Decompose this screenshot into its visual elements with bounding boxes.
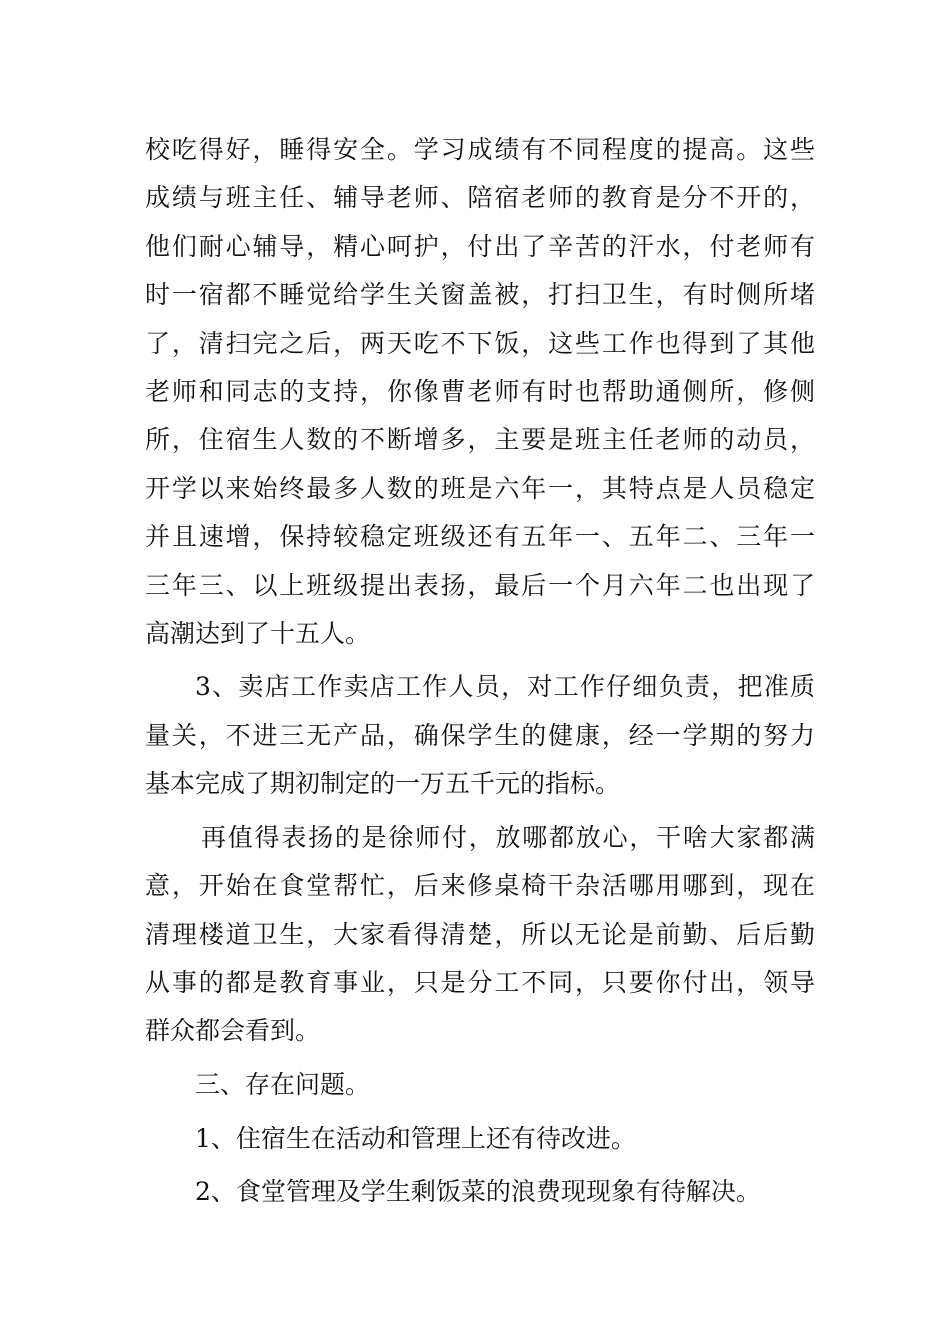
section-heading: 三、存在问题。 (195, 1069, 371, 1099)
list-item (145, 1115, 815, 1163)
text-line: 三年三、以上班级提出表扬，最后一个月六年二也出现了 (145, 570, 815, 600)
text-line: 再值得表扬的是徐师付，放哪都放心，干啥大家都满 (201, 822, 815, 852)
text-line: 老师和同志的支持，你像曹老师有时也帮助通侧所，修侧 (145, 376, 815, 406)
text-line: 从事的都是教育事业，只是分工不同，只要你付出，领导 (145, 968, 815, 998)
text-line: 1、住宿生在活动和管理上还有待改进。 (195, 1123, 636, 1153)
text-line: 3、卖店工作卖店工作人员，对工作仔细负责，把准质 (195, 672, 815, 702)
list-item (145, 1168, 815, 1216)
text-line: 基本完成了期初制定的一万五千元的指标。 (145, 769, 621, 799)
text-line: 2、食堂管理及学生剩饭菜的浪费现现象有待解决。 (195, 1177, 761, 1207)
section-heading-problems (145, 1061, 815, 1109)
text-line: 所，住宿生人数的不断增多，主要是班主任老师的动员， (145, 425, 815, 455)
text-line: 并且速增，保持较稳定班级还有五年一、五年二、三年一 (145, 522, 815, 552)
text-line: 清理楼道卫生，大家看得清楚，所以无论是前勤、后后勤 (145, 919, 815, 949)
paragraph-commendation (145, 814, 815, 1056)
text-line: 了，清扫完之后，两天吃不下饭，这些工作也得到了其他 (145, 328, 815, 358)
text-line: 意，开始在食堂帮忙，后来修桌椅干杂活哪用哪到，现在 (145, 871, 815, 901)
text-line: 群众都会看到。 (145, 1016, 321, 1046)
text-line: 成绩与班主任、辅导老师、陪宿老师的教育是分不开的， (145, 183, 815, 213)
text-line: 他们耐心辅导，精心呵护，付出了辛苦的汗水，付老师有 (145, 231, 815, 261)
text-line: 高潮达到了十五人。 (145, 618, 371, 648)
text-line: 时一宿都不睡觉给学生关窗盖被，打扫卫生，有时侧所堵 (145, 280, 815, 310)
paragraph-store-work (145, 663, 815, 808)
text-line: 量关，不进三无产品，确保学生的健康，经一学期的努力 (145, 720, 815, 750)
text-line: 校吃得好，睡得安全。学习成绩有不同程度的提高。这些 (145, 135, 815, 164)
text-line: 开学以来始终最多人数的班是六年一，其特点是人员稳定 (145, 473, 815, 503)
document-body (145, 126, 815, 1217)
paragraph-dormitory (145, 126, 815, 658)
